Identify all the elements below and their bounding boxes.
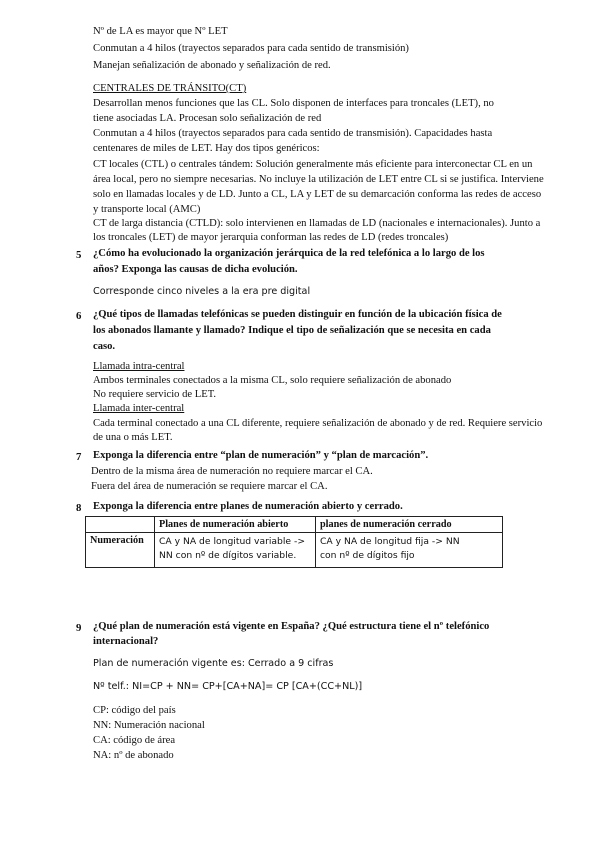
cell-line: NN con nº de dígitos variable.	[159, 550, 297, 561]
cell-line: con nº de dígitos fijo	[320, 550, 415, 561]
cell-line: CA y NA de longitud fija -> NN	[320, 536, 460, 547]
table-header-cell: Planes de numeración abierto	[155, 517, 316, 533]
numbering-plan-table	[85, 516, 503, 568]
answer-text: Corresponde cinco niveles a la era pre digital	[93, 286, 311, 297]
answer-text: Dentro de la misma área de numeración no requiere marcar el CA.	[91, 466, 373, 477]
ct-line: CT de larga distancia (CTLD): solo intervienen en llamadas de LD (nacionales e internacionales). Junto a	[93, 218, 541, 229]
ct-line: los troncales (LET) de mayor jerarquia conforman las redes de LD (redes troncales)	[93, 232, 449, 243]
intro-line: Manejan señalización de abonado y señalización de red.	[93, 60, 331, 71]
legend-item: NN: Numeración nacional	[93, 720, 205, 731]
question-text: años? Exponga las causas de dicha evolución.	[93, 264, 298, 275]
closed-plan-cell	[316, 533, 503, 568]
intra-heading: Llamada intra-central	[93, 361, 185, 372]
answer-text: Fuera del área de numeración se requiere marcar el CA.	[91, 481, 328, 492]
answer-text: Cada terminal conectado a una CL diferente, requiere señalización de abonado y de red. Requiere servicio	[93, 418, 543, 429]
ct-line: y transporte local (AMC)	[93, 204, 201, 215]
ct-line: tiene asociadas LA. Procesan solo señalización de red	[93, 113, 322, 124]
question-number: 6	[76, 310, 82, 322]
question-text: los abonados llamante y llamado? Indique el tipo de señalización que se necesita en cada	[93, 325, 491, 336]
answer-text: de una o más LET.	[93, 432, 173, 443]
ct-line: área local, pero no siempre necesarias. No incluye la utilización de LET entre CL si se justifica. Interviene	[93, 174, 544, 185]
ct-line: solo en llamadas locales y de LD. Junto a CL, LA y LET de su demarcación conforma las redes de acceso	[93, 189, 542, 200]
answer-text: No requiere servicio de LET.	[93, 389, 217, 400]
intro-line: Nº de LA es mayor que Nº LET	[93, 26, 228, 37]
ct-line: centenares de miles de LET. Hay dos tipos genéricos:	[93, 143, 320, 154]
answer-text: Plan de numeración vigente es: Cerrado a 9 cifras	[93, 658, 334, 669]
ct-line: CT locales (CTL) o centrales tándem: Solución generalmente más eficiente para interconectar CL en un	[93, 159, 533, 170]
question-text: Exponga la diferencia entre “plan de numeración” y “plan de marcación”.	[93, 450, 429, 461]
intro-line: Conmutan a 4 hilos (trayectos separados para cada sentido de transmisión)	[93, 43, 409, 54]
table-row	[86, 533, 503, 568]
answer-text: Ambos terminales conectados a la misma CL, solo requiere señalización de abonado	[93, 375, 452, 386]
question-text: Exponga la diferencia entre planes de numeración abierto y cerrado.	[93, 501, 403, 512]
legend-item: NA: nº de abonado	[93, 750, 174, 761]
legend-item: CP: código del país	[93, 705, 176, 716]
table-row-label: Numeración	[86, 533, 155, 568]
ct-heading: CENTRALES DE TRÁNSITO(CT)	[93, 83, 247, 94]
question-text: ¿Qué tipos de llamadas telefónicas se pueden distinguir en función de la ubicación física de	[93, 309, 502, 320]
inter-heading: Llamada inter-central	[93, 403, 185, 414]
ct-line: Desarrollan menos funciones que las CL. Solo disponen de interfaces para troncales (LET), no	[93, 98, 494, 109]
question-number: 5	[76, 249, 82, 261]
question-text: ¿Cómo ha evolucionado la organización jerárquica de la red telefónica a lo largo de los	[93, 248, 485, 259]
question-number: 7	[76, 451, 82, 463]
question-text: ¿Qué plan de numeración está vigente en España? ¿Qué estructura tiene el nº telefónico	[93, 621, 490, 632]
table-header-cell: planes de numeración cerrado	[316, 517, 503, 533]
legend-item: CA: código de área	[93, 735, 176, 746]
cell-line: CA y NA de longitud variable ->	[159, 536, 306, 547]
formula-text: Nº telf.: NI=CP + NN= CP+[CA+NA]= CP [CA+(CC+NL)]	[93, 681, 363, 692]
open-plan-cell	[155, 533, 316, 568]
table-header-cell	[86, 517, 155, 533]
question-text: internacional?	[93, 636, 159, 647]
question-text: caso.	[93, 341, 116, 352]
question-number: 9	[76, 622, 82, 634]
ct-line: Conmutan a 4 hilos (trayectos separados para cada sentido de transmisión). Capacidades hasta	[93, 128, 493, 139]
question-number: 8	[76, 502, 82, 514]
table-header-row	[86, 517, 503, 533]
